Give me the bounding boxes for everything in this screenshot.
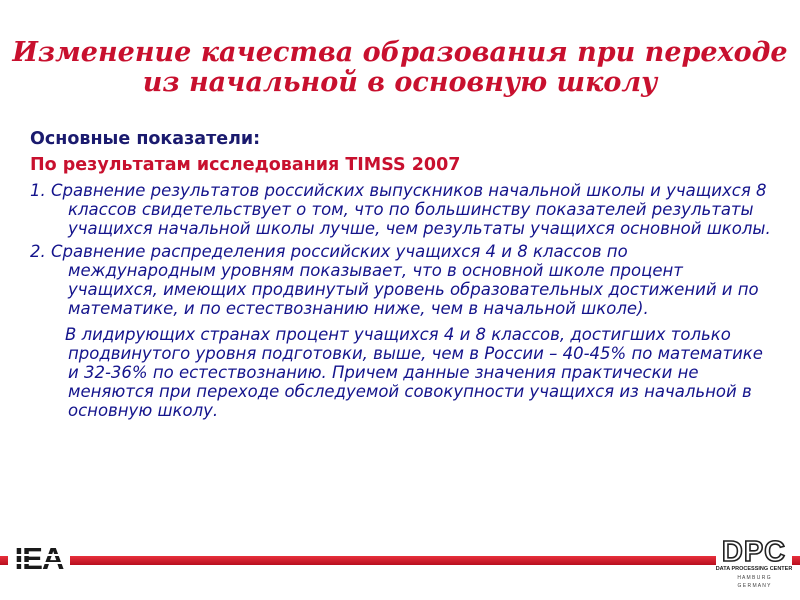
slide-title-line-2: из начальной в основную школу — [142, 67, 658, 98]
timss-heading: По результатам исследования TIMSS 2007 — [30, 155, 461, 175]
iea-logo — [8, 535, 70, 579]
iea-logo-text: IEA — [14, 541, 64, 576]
paragraph-3: В лидирующих странах процент учащихся 4 и 8 классов, достигших только продвинутого уровня подготовки, выше, чем в России – 40-45% по математике и 32-36% по естествознанию. Причем данные значения практически не меняются при переходе обследуемой совокупности учащихся из начальной в основную школу. — [65, 325, 763, 420]
slide-content — [30, 127, 775, 420]
dpc-country: G E R M A N Y — [737, 583, 771, 589]
slide-title-line-1: Изменение качества образования при переходе — [12, 37, 788, 68]
main-indicators-heading: Основные показатели: — [30, 129, 261, 149]
dpc-subtitle: DATA PROCESSING CENTER — [716, 566, 792, 572]
paragraph-2: 2. Сравнение распределения российских учащихся 4 и 8 классов по международным уровням показывает, что в основной школе процент учащихся, имеющих продвинутый уровень образовательных достижений и по математике, и по естествознанию ниже, чем в начальной школе). — [30, 242, 759, 318]
dpc-logo-text: DPC — [721, 536, 787, 568]
dpc-logo — [716, 533, 792, 591]
footer-bar — [0, 556, 800, 565]
slide-title — [0, 38, 800, 98]
paragraph-1: 1. Сравнение результатов российских выпускников начальной школы и учащихся 8 классов свидетельствует о том, что по большинству показателей результаты учащихся начальной школы лучше, чем результаты учащихся основной школы. — [30, 181, 771, 238]
dpc-city: H A M B U R G — [737, 575, 771, 581]
